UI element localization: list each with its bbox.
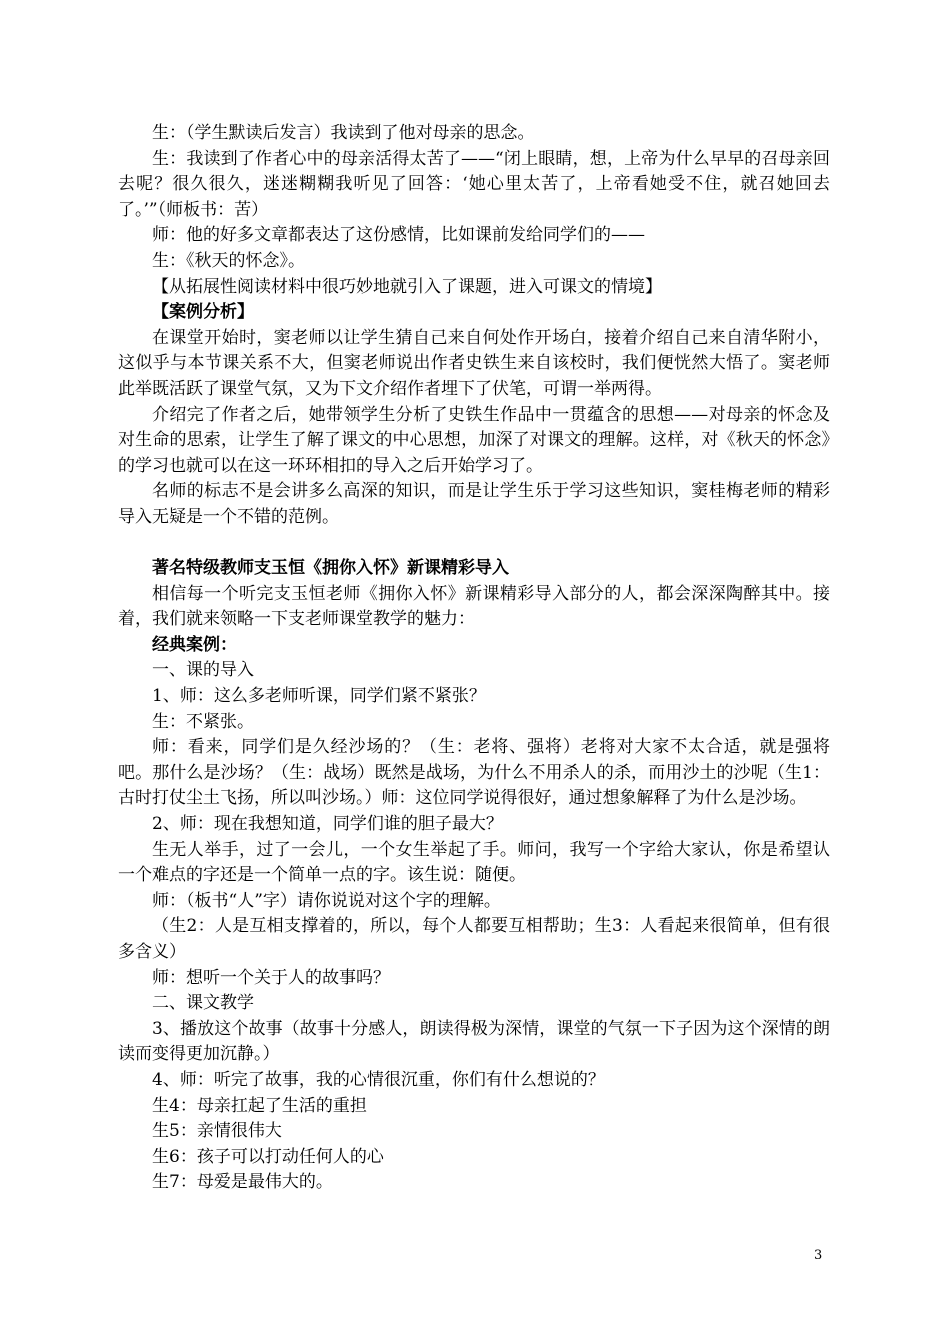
paragraph: 【从拓展性阅读材料中很巧妙地就引入了课题，进入可课文的情境】 <box>152 276 662 297</box>
paragraph: 3、播放这个故事（故事十分感人，朗读得极为深情，课堂的气氛一下子因为这个深情的朗读而变得更加沉静。） <box>118 1018 830 1065</box>
paragraph: 一、课的导入 <box>152 660 254 681</box>
section-heading: 经典案例： <box>152 634 237 655</box>
paragraph: 生4：母亲扛起了生活的重担 <box>152 1095 367 1116</box>
paragraph: 生无人举手，过了一会儿，一个女生举起了手。师问，我写一个字给大家认，你是希望认一个难点的字还是一个简单一点的字。该生说：随便。 <box>118 839 830 886</box>
paragraph: 师：他的好多文章都表达了这份感情，比如课前发给同学们的—— <box>152 225 645 246</box>
paragraph: 名师的标志不是会讲多么高深的知识，而是让学生乐于学习这些知识，窦桂梅老师的精彩导入无疑是一个不错的范例。 <box>118 481 830 527</box>
paragraph: 师：（板书“人”字）请你说说对这个字的理解。 <box>152 890 501 911</box>
paragraph: 师：看来，同学们是久经沙场的？（生：老将、强将）老将对大家不太合适，就是强将吧。那什么是沙场？（生：战场）既然是战场，为什么不用杀人的杀，而用沙土的沙呢（生1：古时打仗尘土飞扬，所以叫沙场。）师：这位同学说得很好，通过想象解释了为什么是沙场。 <box>118 737 830 809</box>
paragraph: 2、师：现在我想知道，同学们谁的胆子最大？ <box>152 814 503 835</box>
paragraph: 生：不紧张。 <box>152 711 254 732</box>
section-heading: 【案例分析】 <box>152 302 254 323</box>
paragraph: 师：想听一个关于人的故事吗？ <box>152 967 390 988</box>
paragraph: 相信每一个听完支玉恒老师《拥你入怀》新课精彩导入部分的人，都会深深陶醉其中。接着，我们就来领略一下支老师课堂教学的魅力： <box>118 583 830 630</box>
page-number: 3 <box>814 1248 823 1263</box>
section-heading: 著名特级教师支玉恒《拥你入怀》新课精彩导入 <box>152 558 509 579</box>
page-body <box>118 121 830 1196</box>
paragraph: 生6：孩子可以打动任何人的心 <box>152 1146 384 1167</box>
paragraph: 生：我读到了作者心中的母亲活得太苦了——“闭上眼睛，想，上帝为什么早早的召母亲回去呢？很久很久，迷迷糊糊我听见了回答：‘她心里太苦了，上帝看她受不住，就召她回去了。’”（师板书：苦） <box>118 148 830 220</box>
paragraph: 生：（学生默读后发言）我读到了他对母亲的思念。 <box>152 123 535 143</box>
paragraph: （生2：人是互相支撑着的，所以，每个人都要互相帮助；生3：人看起来很简单，但有很多含义） <box>118 916 830 962</box>
blank-line <box>118 531 830 557</box>
paragraph: 1、师：这么多老师听课，同学们紧不紧张？ <box>152 686 486 707</box>
paragraph: 二、课文教学 <box>152 993 254 1014</box>
paragraph: 介绍完了作者之后，她带领学生分析了史铁生作品中一贯蕴含的思想——对母亲的怀念及对生命的思索，让学生了解了课文的中心思想，加深了对课文的理解。这样，对《秋天的怀念》的学习也就可以在这一环环相扣的导入之后开始学习了。 <box>118 404 830 476</box>
paragraph: 生7：母爱是最伟大的。 <box>152 1172 333 1193</box>
paragraph: 4、师：听完了故事，我的心情很沉重，你们有什么想说的？ <box>152 1069 605 1090</box>
paragraph: 在课堂开始时，窦老师以让学生猜自己来自何处作开场白，接着介绍自己来自清华附小，这似乎与本节课关系不大，但窦老师说出作者史铁生来自该校时，我们便恍然大悟了。窦老师此举既活跃了课堂气氛，又为下文介绍作者埋下了伏笔，可谓一举两得。 <box>118 327 830 399</box>
paragraph: 生5：亲情很伟大 <box>152 1121 282 1142</box>
paragraph: 生：《秋天的怀念》。 <box>152 250 305 271</box>
